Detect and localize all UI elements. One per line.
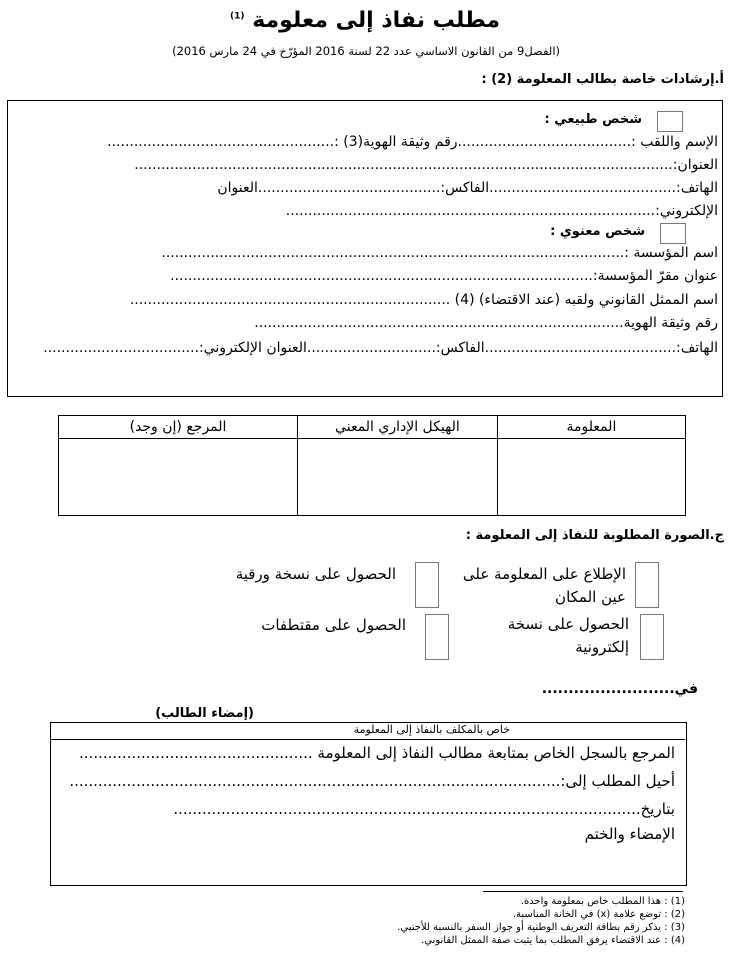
onsite-access-label-2: عين المكان — [555, 588, 626, 606]
table-header-cell: الهيكل الإداري المعني — [298, 416, 498, 439]
org-contact-field[interactable]: الهاتف:...........................................الفاكس:.............................العنوان الإلكتروني:................................... — [43, 340, 718, 356]
electronic-copy-label-2: إلكترونية — [575, 638, 629, 656]
forwarded-to-field[interactable]: أحيل المطلب إلى:....................................................................................................... — [69, 772, 675, 790]
electronic-copy-label: الحصول على نسخة — [507, 615, 629, 633]
official-box-divider — [51, 739, 685, 740]
footnote-4: (4) : عند الاقتضاء يرفق المطلب بما يثبت صفة الممثل القانوني. — [421, 935, 685, 946]
rep-id-field[interactable]: رقم وثيقة الهوية................................................................................... — [254, 315, 718, 331]
onsite-access-checkbox[interactable] — [635, 562, 659, 608]
table-row — [59, 439, 686, 516]
email-field[interactable]: الإلكتروني:................................................................................... — [285, 203, 718, 219]
paper-copy-checkbox[interactable] — [415, 562, 439, 608]
table-cell-admin-body[interactable] — [298, 439, 498, 516]
phone-fax-field[interactable]: الهاتف:..........................................الفاكس:.........................................العنوان — [217, 180, 718, 196]
legal-reference: (الفصل9 من القانون الاساسي عدد 22 لسنة 2016 المؤرّخ في 24 مارس 2016) — [172, 44, 560, 58]
footnote-1: (1) : هذا المطلب خاص بمعلومة واحدة. — [520, 896, 685, 907]
table-header-row — [59, 416, 686, 439]
official-box-header: خاص بالمكلف بالنفاذ إلى المعلومة — [353, 723, 510, 736]
excerpts-checkbox[interactable] — [425, 614, 449, 660]
onsite-access-label: الإطلاع على المعلومة على — [462, 565, 626, 583]
signature-stamp-label: الإمضاء والختم — [584, 825, 675, 843]
footnote-2: (2) : توضع علامة (x) في الخانة المناسبة. — [512, 909, 685, 920]
excerpts-label: الحصول على مقتطفات — [261, 616, 406, 634]
legal-rep-field[interactable]: اسم الممثل القانوني ولقبه (عند الاقتضاء) (4) ........................................................................ — [129, 292, 718, 308]
org-address-field[interactable]: عنوان مقرّ المؤسسة:............................................................................................... — [170, 268, 718, 284]
natural-person-checkbox[interactable] — [657, 111, 683, 132]
table-cell-reference[interactable] — [59, 439, 298, 516]
page-title: مطلب نفاذ إلى معلومة $^{(1)}$ — [230, 8, 500, 33]
paper-copy-label: الحصول على نسخة ورقية — [235, 565, 396, 583]
address-field[interactable]: العنوان:......................................................................................................................... — [134, 157, 718, 173]
footnote-separator — [483, 891, 683, 892]
table-header-cell: المعلومة — [497, 416, 685, 439]
table-cell-info[interactable] — [497, 439, 685, 516]
legal-person-label: شخص معنوي : — [550, 224, 645, 239]
section-c-heading: ج.الصورة المطلوبة للنفاذ إلى المعلومة : — [465, 528, 724, 543]
title-footnote-ref: (1) — [230, 11, 245, 22]
requested-info-table — [58, 415, 686, 516]
signature-label: (إمضاء الطالب) — [155, 706, 254, 721]
forward-date-field[interactable]: بتاريخ.................................................................................................. — [173, 800, 675, 818]
footnote-3: (3) : يذكر رقم بطاقة التعريف الوطنية أو جواز السفر بالنسبة للأجنبي. — [397, 922, 685, 933]
place-date-field[interactable]: في......................... — [541, 681, 698, 697]
natural-person-label: شخص طبيعي : — [544, 112, 642, 127]
name-id-field[interactable]: الإسم واللقب :.......................................رقم وثيقة الهوية(3) :................................................... — [107, 134, 718, 150]
table-header-cell: المرجع (إن وجد) — [59, 416, 298, 439]
registry-reference-field[interactable]: المرجع بالسجل الخاص بمتابعة مطالب النفاذ إلى المعلومة ................................................. — [79, 744, 675, 762]
legal-person-checkbox[interactable] — [660, 223, 686, 244]
electronic-copy-checkbox[interactable] — [640, 614, 664, 660]
section-a-heading: أ.إرشادات خاصة بطالب المعلومة (2) : — [481, 72, 724, 87]
org-name-field[interactable]: اسم المؤسسة :........................................................................................................ — [161, 245, 718, 261]
